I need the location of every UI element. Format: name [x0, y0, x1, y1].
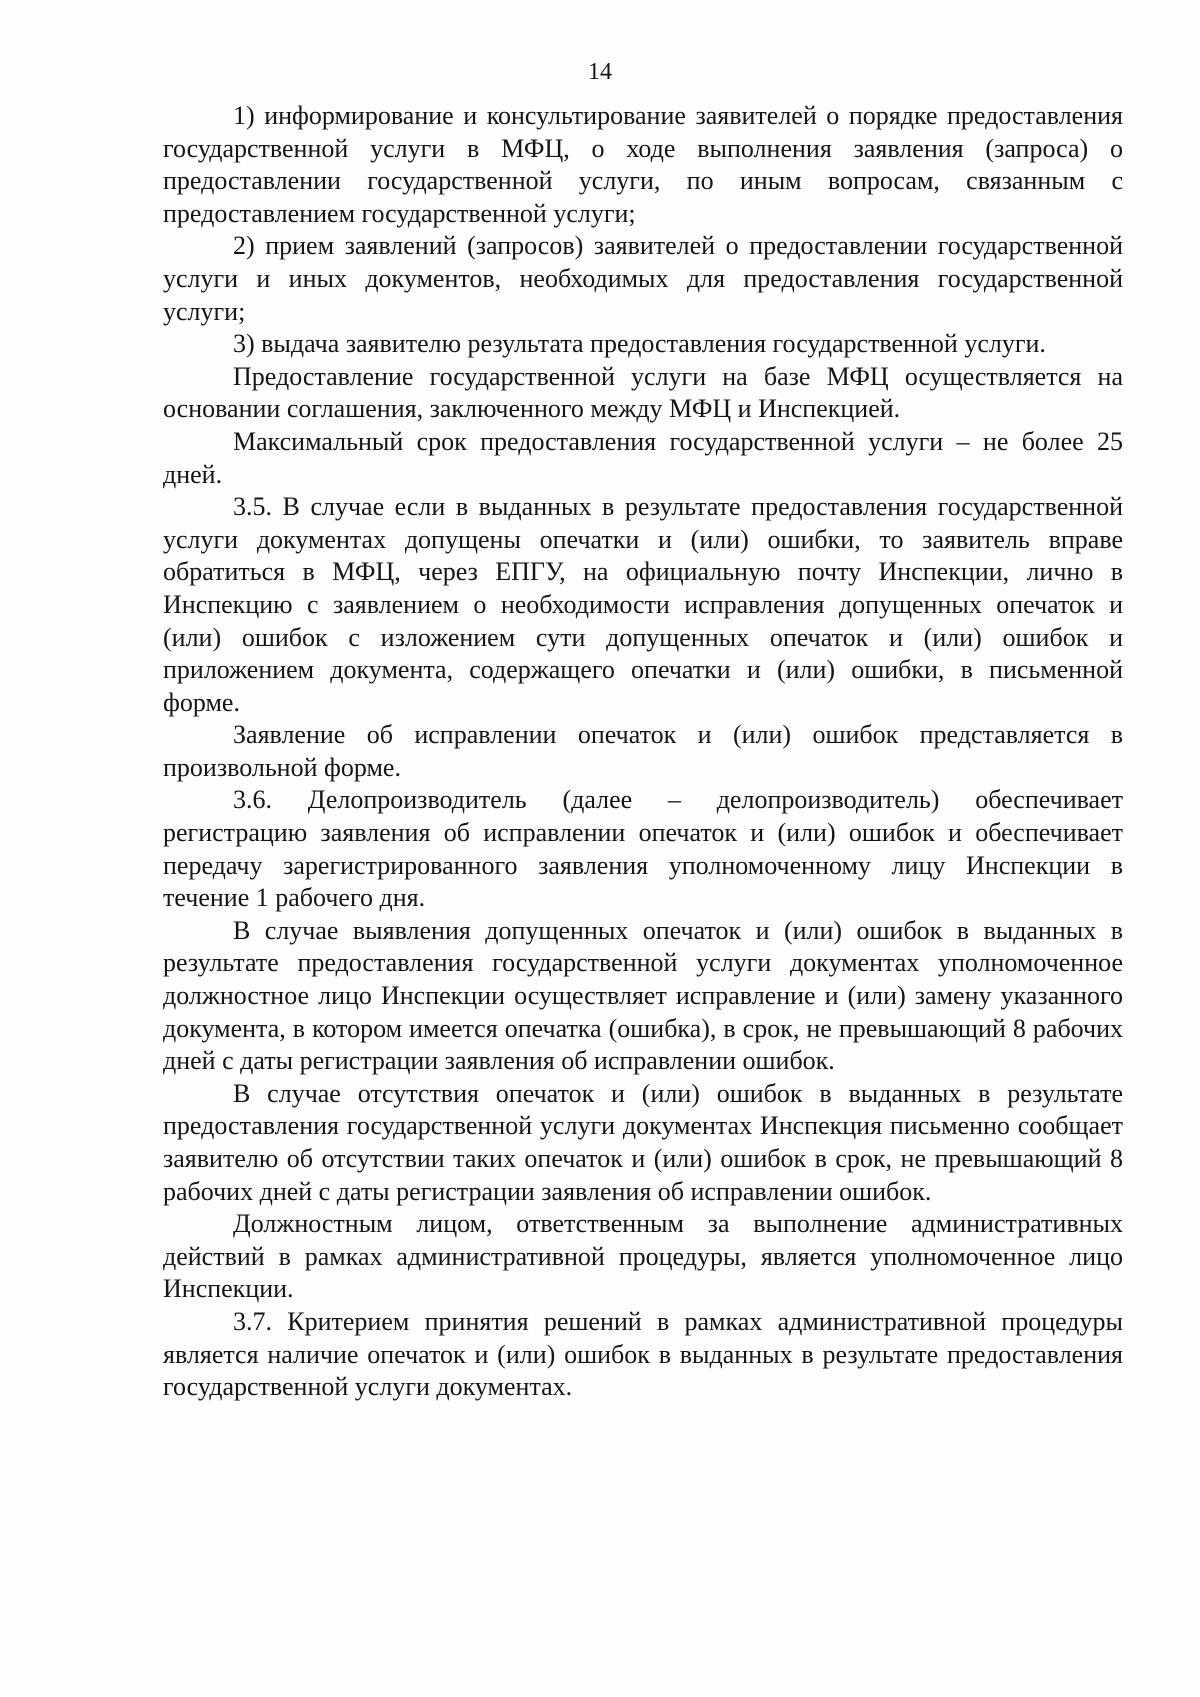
- paragraph-mfc-agreement: Предоставление государственной услуги на базе МФЦ осуществляется на основании соглашения, заключенного между МФЦ и Инспекцией.: [163, 361, 1123, 424]
- page-number: 14: [588, 59, 612, 85]
- paragraph-responsible-official: Должностным лицом, ответственным за выполнение административных действий в рамках административной процедуры, является уполномоченное лицо Инспекции.: [163, 1209, 1123, 1304]
- list-item-informing: 1) информирование и консультирование заявителей о порядке предоставления государственной услуги в МФЦ, о ходе выполнения заявления (запроса) о предоставлении государственной услуги, по иным вопросам, связанным с предоставлением государственной услуги;: [163, 101, 1123, 228]
- clause-3-7: 3.7. Критерием принятия решений в рамках административной процедуры является наличие опечаток и (или) ошибок в выданных в результате предоставления государственной услуги документах.: [163, 1306, 1123, 1402]
- clause-3-5: 3.5. В случае если в выданных в результате предоставления государственной услуги документах допущены опечатки и (или) ошибки, то заявитель вправе обратиться в МФЦ, через ЕПГУ, на официальную почту Инспекции, лично в Инспекцию с заявлением о необходимости исправления допущенных опечаток и (или) ошибок с изложением сути допущенных опечаток и (или) ошибок и приложением документа, содержащего опечатки и (или) ошибки, в письменной форме.: [163, 492, 1123, 717]
- clause-3-6: 3.6. Делопроизводитель (далее – делопроизводитель) обеспечивает регистрацию заявления об исправлении опечаток и (или) ошибок и обеспечивает передачу зарегистрированного заявления уполномоченному лицу Инспекции в течение 1 рабочего дня.: [163, 785, 1123, 913]
- paragraph-max-term: Максимальный срок предоставления государственной услуги – не более 25 дней.: [163, 426, 1123, 489]
- paragraph-no-errors: В случае отсутствия опечаток и (или) ошибок в выданных в результате предоставления государственной услуги документах Инспекция письменно сообщает заявителю об отсутствии таких опечаток и (или) ошибок в срок, не превышающий 8 рабочих дней с даты регистрации заявления об исправлении ошибок.: [163, 1078, 1123, 1206]
- document-body: [163, 100, 1123, 1404]
- list-item-issuance: 3) выдача заявителю результата предоставления государственной услуги.: [233, 329, 1046, 359]
- list-item-reception: 2) прием заявлений (запросов) заявителей о предоставлении государственной услуги и иных документов, необходимых для предоставления государственной услуги;: [163, 231, 1123, 326]
- paragraph-errors-found: В случае выявления допущенных опечаток и (или) ошибок в выданных в результате предоставления государственной услуги документах уполномоченное должностное лицо Инспекции осуществляет исправление и (или) замену указанного документа, в котором имеется опечатка (ошибка), в срок, не превышающий 8 рабочих дней с даты регистрации заявления об исправлении ошибок.: [163, 915, 1123, 1076]
- paragraph-application-form: Заявление об исправлении опечаток и (или) ошибок представляется в произвольной форме.: [163, 720, 1123, 782]
